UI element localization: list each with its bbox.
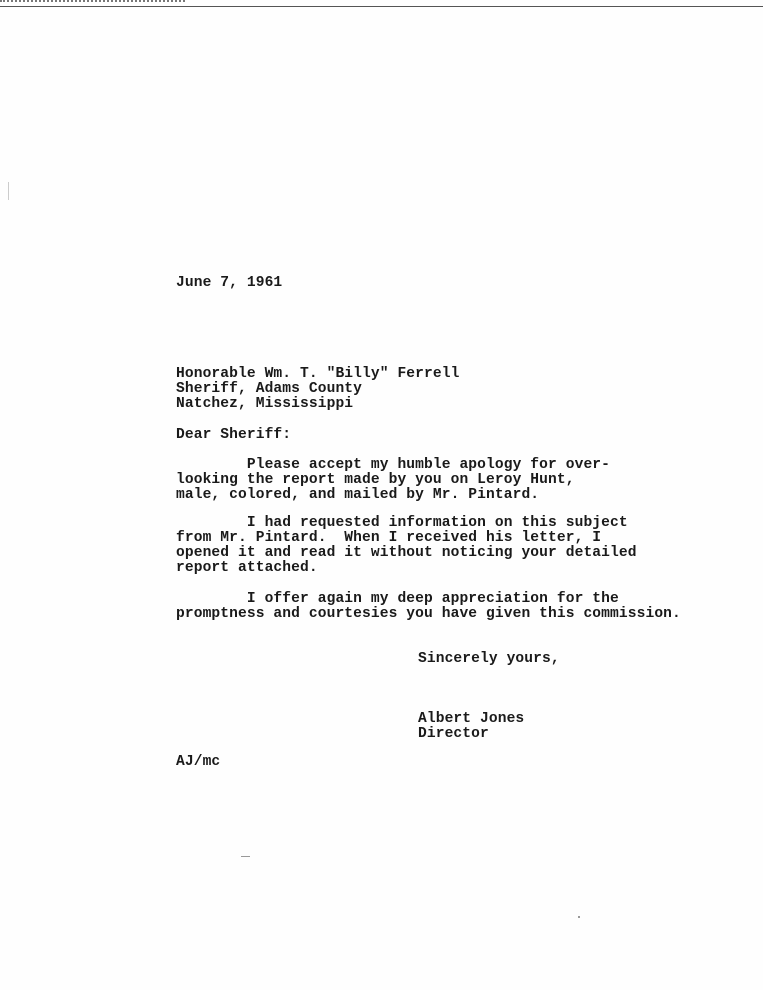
paragraph-1-line-2: looking the report made by you on Leroy Hunt, (176, 472, 575, 488)
top-edge-perforation (0, 0, 185, 5)
paragraph-2-line-4: report attached. (176, 560, 318, 576)
scan-speck (241, 856, 250, 857)
signer-title: Director (418, 726, 489, 742)
paragraph-1-line-3: male, colored, and mailed by Mr. Pintard. (176, 487, 540, 503)
closing: Sincerely yours, (418, 651, 560, 667)
top-edge-rule (0, 6, 763, 7)
paragraph-3-line-1: I offer again my deep appreciation for the (176, 591, 619, 607)
signer-name: Albert Jones (418, 711, 525, 727)
salutation: Dear Sheriff: (176, 427, 292, 443)
recipient-location: Natchez, Mississippi (176, 396, 354, 412)
paragraph-3-line-2: promptness and courtesies you have given this commission. (176, 606, 681, 622)
paragraph-2-line-2: from Mr. Pintard. When I received his letter, I (176, 530, 602, 546)
paragraph-2-line-3: opened it and read it without noticing your detailed (176, 545, 637, 561)
recipient-name: Honorable Wm. T. "Billy" Ferrell (176, 366, 460, 382)
paragraph-2-line-1: I had requested information on this subject (176, 515, 628, 531)
scan-speck (8, 182, 9, 200)
paragraph-1-line-1: Please accept my humble apology for over- (176, 457, 611, 473)
recipient-title: Sheriff, Adams County (176, 381, 363, 397)
scan-speck (578, 916, 580, 918)
typist-initials: AJ/mc (176, 754, 221, 770)
letter-date: June 7, 1961 (176, 275, 283, 291)
